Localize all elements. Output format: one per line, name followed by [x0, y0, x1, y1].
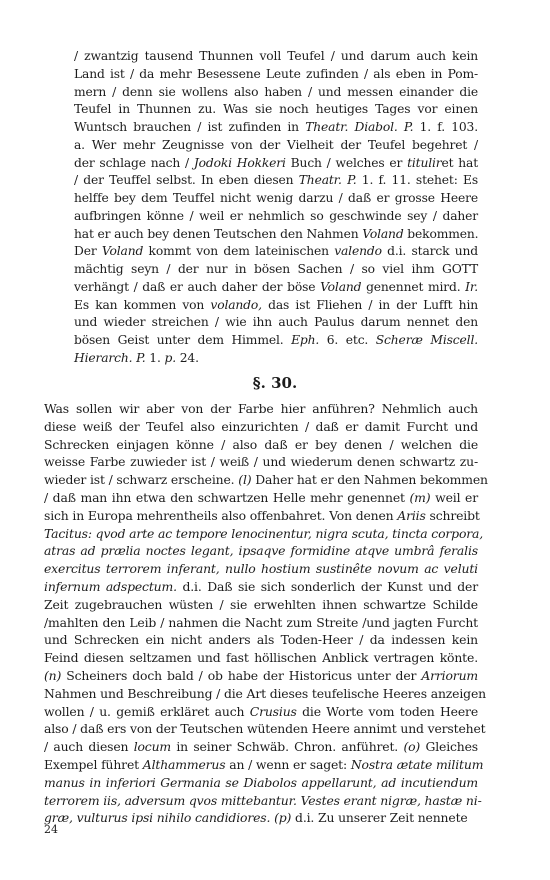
quote-line: a. Wer mehr Zeugnisse von der Vielheit der Teufel begehret / — [74, 137, 478, 152]
body-line: Was sollen wir aber von der Farbe hier anführen? Nehmlich auch — [44, 401, 478, 416]
body-line: Schrecken einjagen könne / also daß er bey denen / welchen die — [44, 436, 478, 452]
quote-line: bösen Geist unter dem Himmel. Eph. 6. etc. Scheræ Miscell. — [74, 333, 478, 347]
quote-line: der schlage nach / Jodoki Hokkeri Buch / welches er tituliret hat — [74, 155, 479, 170]
body-line: Nahmen und Beschreibung / die Art dieses teufelische Heeres anzeigen — [44, 685, 486, 701]
body-line: manus in inferiori Germania se Diabolos appellarunt, ad incutiendum — [44, 774, 478, 790]
quote-line: aufbringen könne / weil er nehmlich so geschwinde sey / daher — [74, 208, 478, 223]
body-line: / auch diesen locum in seiner Schwäb. Chron. anführet. (o) Gleiches — [44, 739, 479, 755]
body-text-block — [44, 400, 488, 827]
section-heading: §. 30. — [252, 374, 298, 392]
quote-line: Hierarch. P. 1. p. 24. — [74, 350, 199, 365]
body-line: (n) Scheiners doch bald / ob habe der Historicus unter der Arriorum — [44, 667, 478, 683]
body-line: weisse Farbe zuwieder ist / weiß / und wiederum denen schwartz zu- — [44, 454, 478, 470]
quote-line: verhängt / daß er auch daher der böse Voland genennet mird. Ir. — [74, 279, 478, 294]
body-line: und Schrecken ein nicht anders als Toden-Heer / da indessen kein — [44, 632, 478, 648]
quote-line: / der Teuffel selbst. In eben diesen Theatr. P. 1. f. 11. stehet: Es — [74, 173, 478, 188]
quote-line: Der Voland kommt von dem lateinischen valendo d.i. starck und — [74, 244, 479, 259]
quote-line: mern / denn sie wollens also haben / und messen einander die — [74, 84, 478, 99]
quote-line: Wuntsch brauchen / ist zufinden in Theatr. Diabol. P. 1. f. 103. — [74, 120, 478, 134]
indented-quote-block — [74, 48, 478, 368]
body-line: / daß man ihn etwa den schwartzen Helle mehr genennet (m) weil er — [44, 489, 478, 505]
body-line: exercitus terrorem inferant, nullo hostium sustinête novum ac veluti — [44, 561, 478, 577]
body-line: atras ad prælia noctes legant, ipsaqve formidine atqve umbrâ feralis — [44, 543, 478, 559]
body-line: /mahlten den Leib / nahmen die Nacht zum Streite /und jagten Furcht — [44, 614, 478, 630]
quote-line: hat er auch bey denen Teutschen den Nahmen Voland bekommen. — [74, 226, 479, 241]
body-line: Feind diesen seltzamen und fast höllischen Anblick vertragen könte. — [44, 650, 478, 666]
body-line: sich in Europa mehrentheils also offenbahret. Von denen Ariis schreibt — [44, 507, 480, 523]
body-line: diese weiß der Teufel also einzurichten / daß er damit Furcht und — [44, 418, 478, 434]
body-line: wieder ist / schwarz erscheine. (l) Daher hat er den Nahmen bekommen — [44, 472, 488, 488]
body-line: Zeit zugebrauchen wüsten / sie erwehlten ihnen schwartze Schilde — [44, 596, 478, 612]
body-line: Exempel führet Althammerus an / wenn er saget: Nostra ætate militum — [44, 756, 484, 772]
quote-line: und wieder streichen / wie ihn auch Paulus darum nennet den — [74, 315, 478, 330]
quote-line: / zwantzig tausend Thunnen voll Teufel / und darum auch kein — [74, 49, 478, 63]
body-line: terrorem iis, adversum qvos mittebantur. Vestes erant nigræ, hastæ ni- — [44, 792, 482, 808]
quote-line: Land ist / da mehr Besessene Leute zufinden / als eben in Pom- — [74, 66, 478, 81]
body-line: græ, vulturus ipsi nihilo candidiores. (p) d.i. Zu unserer Zeit nennete — [44, 810, 468, 826]
quote-line: helffe bey dem Teuffel nicht wenig darzu / daß er grosse Heere — [74, 191, 478, 205]
page-number: 24 — [44, 823, 58, 836]
body-line: infernum adspectum. d.i. Daß sie sich sonderlich der Kunst und der — [44, 578, 478, 594]
quote-line: mächtig seyn / der nur in bösen Sachen / so viel ihm GOTT — [74, 262, 478, 276]
quote-line: Teufel in Thunnen zu. Was sie noch heutiges Tages vor einen — [74, 102, 478, 117]
quote-line: Es kan kommen von volando, das ist Fliehen / in der Lufft hin — [74, 297, 478, 312]
body-line: also / daß ers von der Teutschen wütenden Heere annimt und verstehet — [44, 721, 486, 737]
body-line: wollen / u. gemiß erkläret auch Crusius die Worte vom toden Heere — [44, 703, 478, 719]
body-line: Tacitus: qvod arte ac tempore lenocinentur, nigra scuta, tincta corpora, — [44, 525, 484, 541]
